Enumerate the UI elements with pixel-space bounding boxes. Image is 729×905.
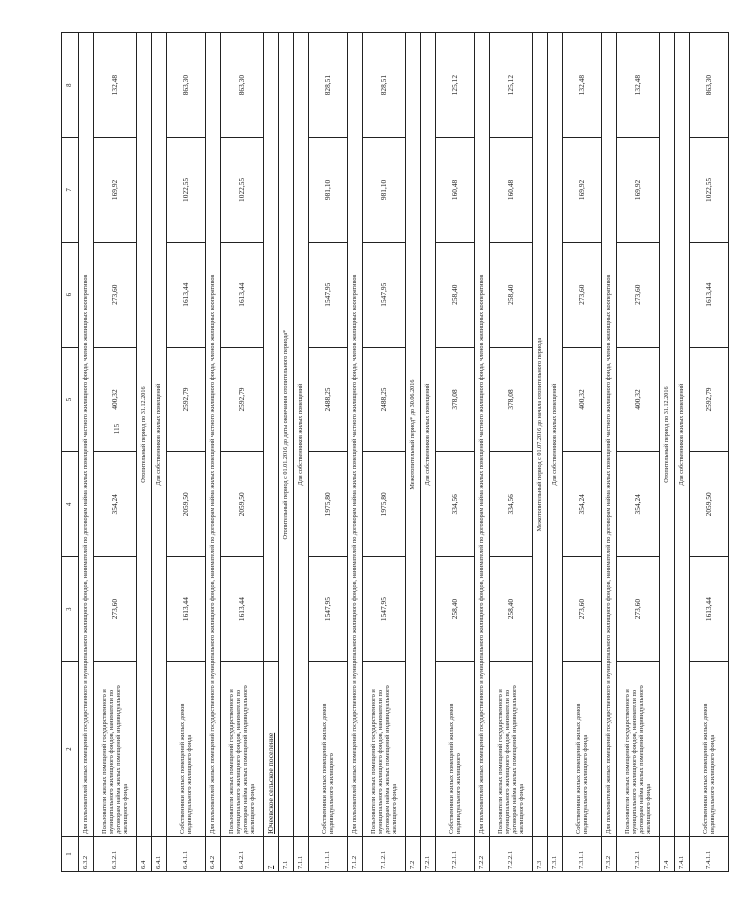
- row-code: 7.2.2: [475, 837, 490, 872]
- tariff-value: 981,10: [363, 138, 406, 243]
- tariff-value: 2592,79: [221, 347, 264, 452]
- tariff-value: 132,48: [94, 33, 137, 138]
- tariff-value: 1975,80: [309, 452, 348, 557]
- consumer-group-row: [475, 33, 490, 872]
- tariff-value: 258,40: [490, 557, 533, 662]
- tariff-value: 828,51: [363, 33, 406, 138]
- tariff-value: 334,56: [490, 452, 533, 557]
- tariff-value: 378,08: [436, 347, 475, 452]
- tariff-value: 2592,79: [167, 347, 206, 452]
- tariff-table: [61, 32, 729, 872]
- consumer-group-title: Для собственников жилых помещений: [675, 33, 690, 837]
- tariff-value: 378,08: [490, 347, 533, 452]
- consumer-group-row: [548, 33, 563, 872]
- tariff-value: 273,60: [94, 242, 137, 347]
- tariff-value: 400,32: [563, 347, 602, 452]
- tariff-value: 169,92: [617, 138, 660, 243]
- row-code: 7.2.2.1: [490, 837, 533, 872]
- period-title: Межотопительный период с 01.07.2016 до начала отопительного периода: [533, 33, 548, 837]
- row-code: 7.1: [279, 837, 294, 872]
- row-code: 7.3.2.1: [617, 837, 660, 872]
- tariff-value: 1022,55: [167, 138, 206, 243]
- tariff-row: [563, 33, 602, 872]
- tariff-value: 273,60: [617, 242, 660, 347]
- consumer-group-row: [348, 33, 363, 872]
- period-row: [137, 33, 152, 872]
- tariff-value: 258,40: [490, 242, 533, 347]
- tariff-value: 273,60: [563, 242, 602, 347]
- tariff-value: 1613,44: [221, 242, 264, 347]
- tariff-value: 132,48: [563, 33, 602, 138]
- row-code: 7.2.1.1: [436, 837, 475, 872]
- tariff-value: 132,48: [617, 33, 660, 138]
- tariff-value: 1975,80: [363, 452, 406, 557]
- row-code: 7.1.1.1: [309, 837, 348, 872]
- row-code: 7.3: [533, 837, 548, 872]
- tariff-row: [221, 33, 264, 872]
- row-code: 7.3.1: [548, 837, 563, 872]
- tariff-row: [617, 33, 660, 872]
- tariff-value: 1022,55: [690, 138, 729, 243]
- tariff-value: 1547,95: [363, 242, 406, 347]
- tariff-row: [167, 33, 206, 872]
- consumer-group-title: Для пользователей жилых помещений государственного и муниципального жилищного фондов, нанимателей по договорам найма жилых помещений частного жилищного фонда, членов жилищных кооперативов: [348, 33, 363, 837]
- row-consumer-category: Собственники жилых помещений жилых домов индивидуального жилищного: [309, 662, 348, 837]
- consumer-group-title: Для пользователей жилых помещений государственного и муниципального жилищного фондов, нанимателей по договорам найма жилых помещений частного жилищного фонда, членов жилищных кооперативов: [79, 33, 94, 837]
- tariff-value: 258,40: [436, 557, 475, 662]
- tariff-value: 273,60: [94, 557, 137, 662]
- tariff-value: 2059,50: [167, 452, 206, 557]
- tariff-value: 125,12: [436, 33, 475, 138]
- header-cell: 1: [62, 837, 79, 872]
- tariff-value: 1547,95: [309, 242, 348, 347]
- row-code: 7.1.2: [348, 837, 363, 872]
- tariff-value: 160,48: [490, 138, 533, 243]
- header-cell: 7: [62, 138, 79, 243]
- header-cell: 2: [62, 662, 79, 837]
- tariff-value: 258,40: [436, 242, 475, 347]
- row-consumer-category: Пользователи жилых помещений государственного и муниципального жилищного фондов, наниматели по договорам найма жилых помещений индивидуального жилищного фонда: [617, 662, 660, 837]
- consumer-group-row: [206, 33, 221, 872]
- tariff-row: [309, 33, 348, 872]
- period-title: Межотопительный период* до 30.06.2016: [406, 33, 421, 837]
- row-code: 7.1.1: [294, 837, 309, 872]
- consumer-group-title: Для пользователей жилых помещений государственного и муниципального жилищного фондов, нанимателей по договорам найма жилых помещений частного жилищного фонда, членов жилищных кооперативов: [602, 33, 617, 837]
- row-consumer-category: Собственники жилых помещений жилых домов индивидуального жилищного: [436, 662, 475, 837]
- tariff-value: 334,56: [436, 452, 475, 557]
- header-cell: 8: [62, 33, 79, 138]
- row-code: 7.4.1.1: [690, 837, 729, 872]
- tariff-value: 2488,25: [363, 347, 406, 452]
- row-consumer-category: Собственники жилых помещений жилых домов индивидуального жилищного фонда: [690, 662, 729, 837]
- header-cell: 6: [62, 242, 79, 347]
- period-row: [660, 33, 675, 872]
- row-code: 7.3.1.1: [563, 837, 602, 872]
- row-code: 7.4: [660, 837, 675, 872]
- period-title: Отопительный период по 31.12.2016: [660, 33, 675, 837]
- tariff-value: 354,24: [94, 452, 137, 557]
- header-cell: 4: [62, 452, 79, 557]
- consumer-group-title: Для пользователей жилых помещений государственного и муниципального жилищного фондов, нанимателей по договорам найма жилых помещений частного жилищного фонда, членов жилищных кооперативов: [475, 33, 490, 837]
- row-consumer-category: Собственники жилых помещений жилых домов индивидуального жилищного фонда: [167, 662, 206, 837]
- row-consumer-category: Пользователи жилых помещений государственного и муниципального жилищного фондов, наниматели по договорам найма жилых помещений индивидуального жилищного фонда: [490, 662, 533, 837]
- tariff-value: 1613,44: [221, 557, 264, 662]
- consumer-group-title: Для собственников жилых помещений: [421, 33, 436, 837]
- row-code: 7.4.1: [675, 837, 690, 872]
- tariff-value: 125,12: [490, 33, 533, 138]
- tariff-value: 1613,44: [167, 557, 206, 662]
- period-row: [406, 33, 421, 872]
- tariff-value: 863,30: [167, 33, 206, 138]
- row-code: 6.3.2: [79, 837, 94, 872]
- tariff-value: 400,32: [94, 347, 137, 452]
- header-cell: 5: [62, 347, 79, 452]
- tariff-value: 828,51: [309, 33, 348, 138]
- row-code: 6.4.1: [152, 837, 167, 872]
- consumer-group-title: Для собственников жилых помещений: [152, 33, 167, 837]
- tariff-value: 1613,44: [167, 242, 206, 347]
- row-code: 6.4.1.1: [167, 837, 206, 872]
- tariff-value: 169,92: [563, 138, 602, 243]
- tariff-value: 863,30: [690, 33, 729, 138]
- header-row: [62, 33, 79, 872]
- empty-cell: [264, 33, 279, 662]
- tariff-value: 1613,44: [690, 557, 729, 662]
- tariff-value: 863,30: [221, 33, 264, 138]
- row-consumer-category: Пользователи жилых помещений государственного и муниципального жилищного фондов, наниматели по договорам найма жилых помещений индивидуального жилищного фонда: [221, 662, 264, 837]
- header-cell: 3: [62, 557, 79, 662]
- tariff-row: [94, 33, 137, 872]
- tariff-value: 400,32: [617, 347, 660, 452]
- page-number: 115: [113, 423, 122, 435]
- row-code: 7.2: [406, 837, 421, 872]
- tariff-value: 981,10: [309, 138, 348, 243]
- consumer-group-row: [294, 33, 309, 872]
- tariff-row: [436, 33, 475, 872]
- tariff-value: 2592,79: [690, 347, 729, 452]
- row-code: 6.3.2.1: [94, 837, 137, 872]
- tariff-row: [363, 33, 406, 872]
- tariff-value: 1022,55: [221, 138, 264, 243]
- consumer-group-row: [79, 33, 94, 872]
- tariff-value: 354,24: [617, 452, 660, 557]
- tariff-value: 1613,44: [690, 242, 729, 347]
- tariff-row: [690, 33, 729, 872]
- tariff-value: 169,92: [94, 138, 137, 243]
- row-code: 7.3.2: [602, 837, 617, 872]
- row-code: 6.4.2: [206, 837, 221, 872]
- consumer-group-row: [602, 33, 617, 872]
- consumer-group-title: Для пользователей жилых помещений государственного и муниципального жилищного фондов, нанимателей по договорам найма жилых помещений частного жилищного фонда, членов жилищных кооперативов: [206, 33, 221, 837]
- tariff-value: 273,60: [617, 557, 660, 662]
- tariff-table-body: [62, 33, 729, 872]
- tariff-value: 2059,50: [690, 452, 729, 557]
- tariff-value: 1547,95: [363, 557, 406, 662]
- period-title: Отопительный период по 31.12.2016: [137, 33, 152, 837]
- row-consumer-category: Пользователи жилых помещений государственного и муниципального жилищного фондов, наниматели по договорам найма жилых помещений индивидуального жилищного фонда: [363, 662, 406, 837]
- consumer-group-title: Для собственников жилых помещений: [294, 33, 309, 837]
- row-code: 6.4.2.1: [221, 837, 264, 872]
- tariff-value: 273,60: [563, 557, 602, 662]
- settlement-name: Ючеевское сельское поселение: [264, 662, 279, 837]
- tariff-value: 2059,50: [221, 452, 264, 557]
- tariff-value: 354,24: [563, 452, 602, 557]
- row-code: 6.4: [137, 837, 152, 872]
- row-consumer-category: Собственники жилых помещений жилых домов индивидуального жилищного фонда: [563, 662, 602, 837]
- row-code: 7.1.2.1: [363, 837, 406, 872]
- consumer-group-row: [675, 33, 690, 872]
- consumer-group-title: Для собственников жилых помещений: [548, 33, 563, 837]
- consumer-group-row: [152, 33, 167, 872]
- row-consumer-category: Пользователи жилых помещений государственного и муниципального жилищного фондов, наниматели по договорам найма жилых помещений индивидуального жилищного фонда: [94, 662, 137, 837]
- tariff-value: 1547,95: [309, 557, 348, 662]
- period-row: [533, 33, 548, 872]
- row-code: 7.2.1: [421, 837, 436, 872]
- tariff-value: 2488,25: [309, 347, 348, 452]
- tariff-row: [490, 33, 533, 872]
- consumer-group-row: [421, 33, 436, 872]
- settlement-row: [264, 33, 279, 872]
- tariff-value: 160,48: [436, 138, 475, 243]
- period-row: [279, 33, 294, 872]
- row-code: 7: [264, 837, 279, 872]
- period-title: Отопительный период с 01.01.2016 до даты окончания отопительного периода*: [279, 33, 294, 837]
